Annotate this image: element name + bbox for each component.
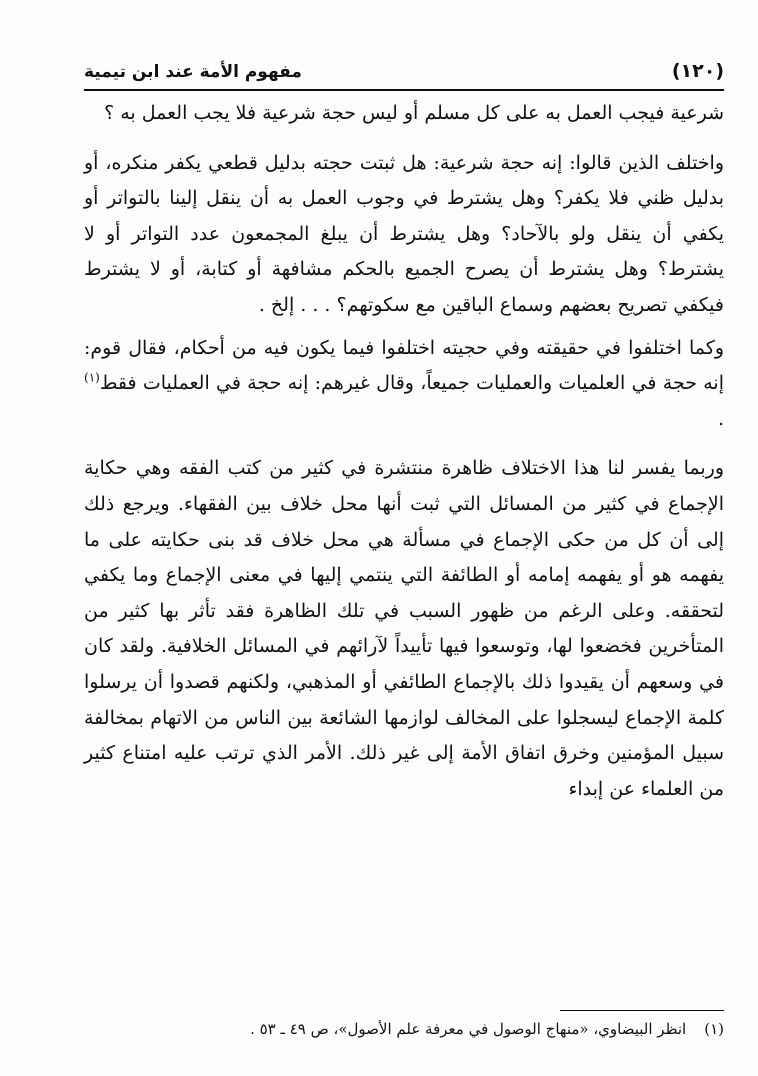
footnote-text: انظر البيضاوي، «منهاج الوصول في معرفة علم الأصول»، ص ٤٩ ـ ٥٣ . xyxy=(250,1020,687,1038)
page-number: (١٢٠) xyxy=(671,60,724,82)
paragraph-3-tail: . xyxy=(717,407,724,430)
paragraph-1: شرعية فيجب العمل به على كل مسلم أو ليس حجة شرعية فلا يجب العمل به ؟ xyxy=(104,102,724,124)
running-header xyxy=(84,58,724,88)
paragraph-3 xyxy=(84,331,724,438)
footnote-reference[interactable]: (١) xyxy=(84,370,100,385)
body-text xyxy=(84,96,724,807)
paragraph-3-text: وكما اختلفوا في حقيقته وفي حجيته اختلفوا فيما يكون فيه من أحكام، فقال قوم: إنه حجة في العلميات والعمليات جميعاً، وقال غيرهم: إنه حجة في العمليات فقط xyxy=(84,336,724,395)
paragraph-2: واختلف الذين قالوا: إنه حجة شرعية: هل ثبتت حجته بدليل قطعي يكفر منكره، أو بدليل ظني فلا يكفر؟ وهل يشترط في وجوب العمل به أن ينقل إلينا بالتواتر أو يكفي أن ينقل ولو بالآحاد؟ وهل يشترط أن يبلغ المجمعون عدد التواتر أو لا يشترط؟ وهل يشترط أن يصرح الجميع بالحكم مشافهة أو كتابة، أو لا يشترط فيكفي تصريح بعضهم وسماع الباقين مع سكوتهم؟ . . . إلخ . xyxy=(84,151,724,316)
footnote-rule xyxy=(560,1010,724,1011)
footnote xyxy=(84,1018,724,1040)
book-title: مفهوم الأمة عند ابن تيمية xyxy=(84,62,302,82)
footnote-mark: (١) xyxy=(704,1020,724,1038)
paragraph-4: وربما يفسر لنا هذا الاختلاف ظاهرة منتشرة في كثير من كتب الفقه وهي حكاية الإجماع في كثير من المسائل التي ثبت أنها محل خلاف بين الفقهاء. ويرجع ذلك إلى أن كل من حكى الإجماع في مسألة هي محل خلاف قد بنى حكايته على ما يفهمه هو أو يفهمه إمامه أو الطائفة التي ينتمي إليها في معنى الإجماع وما يكفي لتحققه. وعلى الرغم من ظهور السبب في تلك الظاهرة فقد تأثر بها كثير من المتأخرين فخضعوا لها، وتوسعوا فيها تأييداً لآرائهم في المسائل الخلافية. ولقد كان في وسعهم أن يقيدوا ذلك بالإجماع الطائفي أو المذهبي، ولكنهم قصدوا أن يرسلوا كلمة الإجماع ليسجلوا على المخالف لوازمها الشائعة بين الناس من الاتهام بمخالفة سبيل المؤمنين وخرق اتفاق الأمة إلى غير ذلك. الأمر الذي ترتب عليه امتناع كثير من العلماء عن إبداء xyxy=(84,457,724,800)
header-rule xyxy=(84,89,724,91)
